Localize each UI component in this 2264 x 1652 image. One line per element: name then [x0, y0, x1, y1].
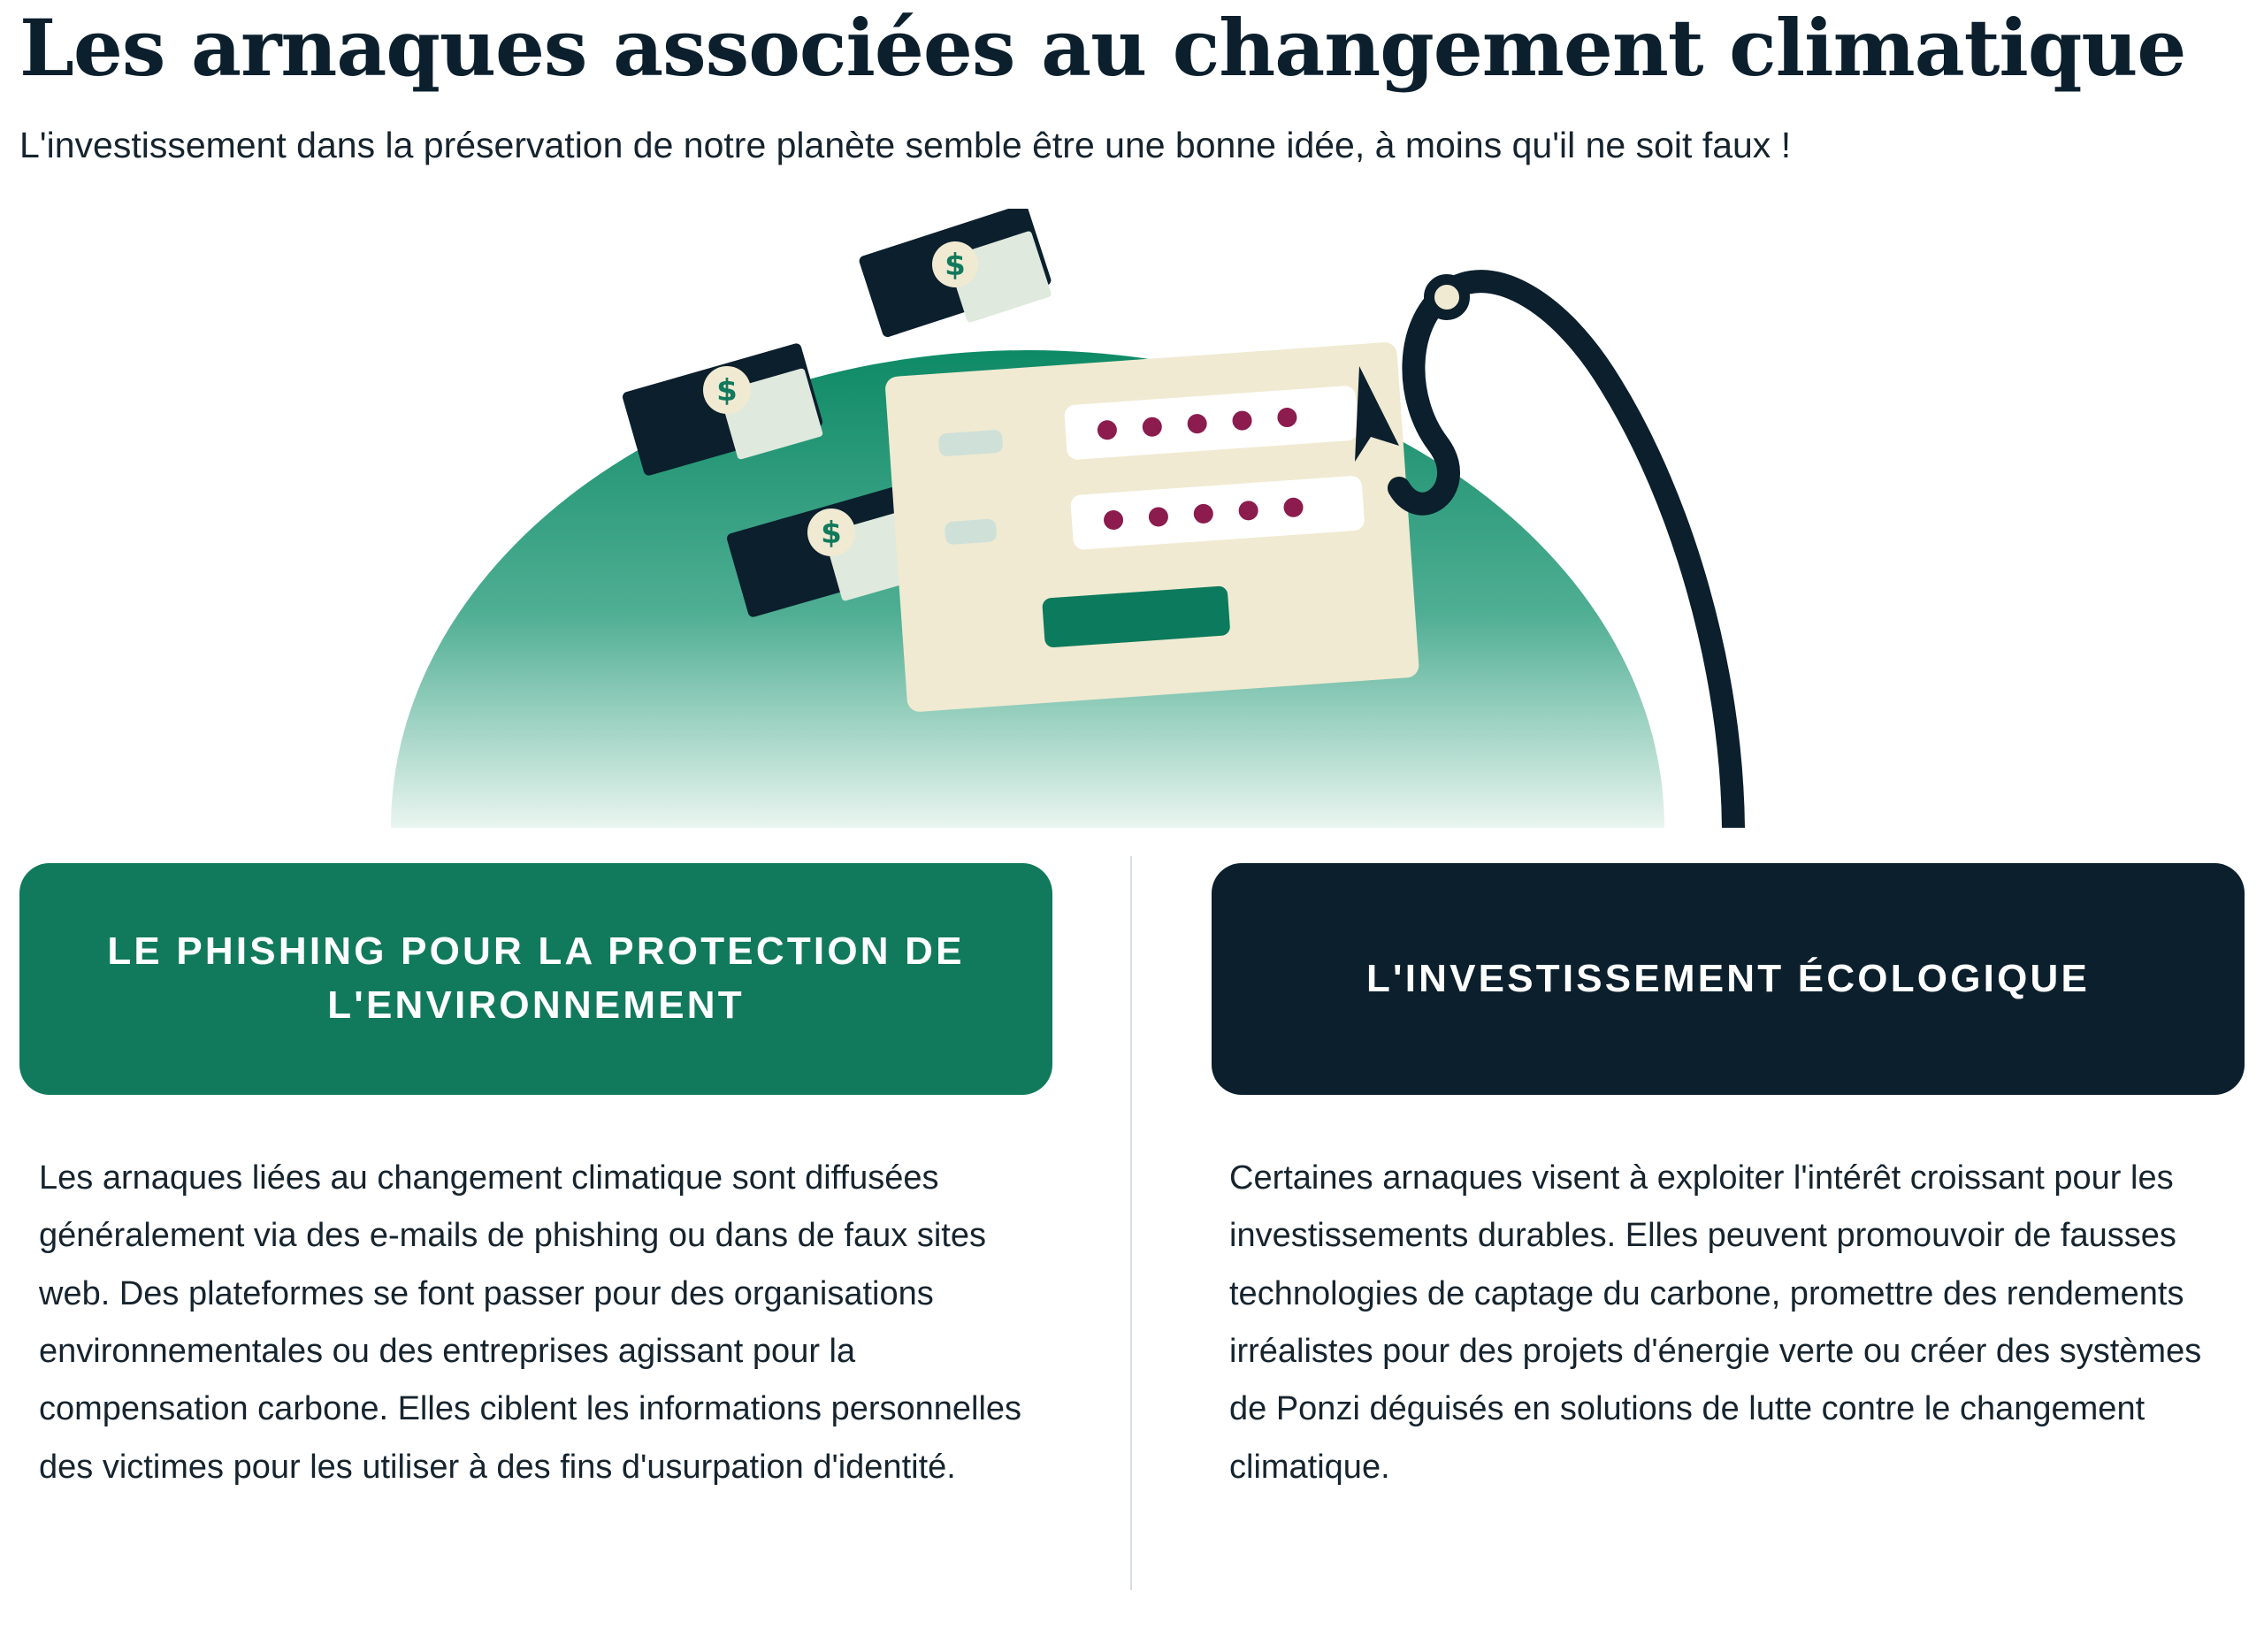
card-heading-phishing: [19, 863, 1052, 1095]
login-form-card: [884, 341, 1419, 713]
money-bill-icon-1: [858, 209, 1052, 339]
illustration: [19, 209, 2245, 828]
page-title: Les arnaques associées au changement climatique: [19, 2, 2186, 94]
infographic-page: [0, 2, 2264, 1652]
column-phishing: [19, 863, 1132, 1496]
svg-text:$: $: [945, 247, 966, 283]
heading-text-phishing: LE PHISHING POUR LA PROTECTION DE L'ENVIRONNEMENT: [107, 929, 965, 1027]
columns-container: [19, 863, 2245, 1496]
page-subtitle: L'investissement dans la préservation de notre planète semble être une bonne idée, à moins qu'il ne soit faux !: [19, 125, 1792, 166]
column-investment: [1132, 863, 2245, 1496]
svg-text:$: $: [716, 372, 738, 409]
svg-text:$: $: [821, 515, 842, 551]
card-heading-investment: [1212, 863, 2245, 1095]
body-text-phishing: Les arnaques liées au changement climatique sont diffusées généralement via des e-mails de phishing ou dans de faux sites web. Des plateformes se font passer pour des organisations environnementales ou des entreprises agissant pour la compensation carbone. Elles ciblent les informations personnelles des victimes pour les utiliser à des fins d'usurpation d'identité.: [39, 1159, 1022, 1486]
body-text-investment: Certaines arnaques visent à exploiter l'intérêt croissant pour les investissements durables. Elles peuvent promouvoir de fausses technologies de captage du carbone, promettre des rendements irréalistes pour des projets d'énergie verte ou créer des systèmes de Ponzi déguisés en solutions de lutte contre le changement climatique.: [1229, 1159, 2202, 1486]
hook-eye-icon: [1429, 279, 1465, 315]
heading-text-investment: L'INVESTISSEMENT ÉCOLOGIQUE: [1365, 956, 2091, 1000]
